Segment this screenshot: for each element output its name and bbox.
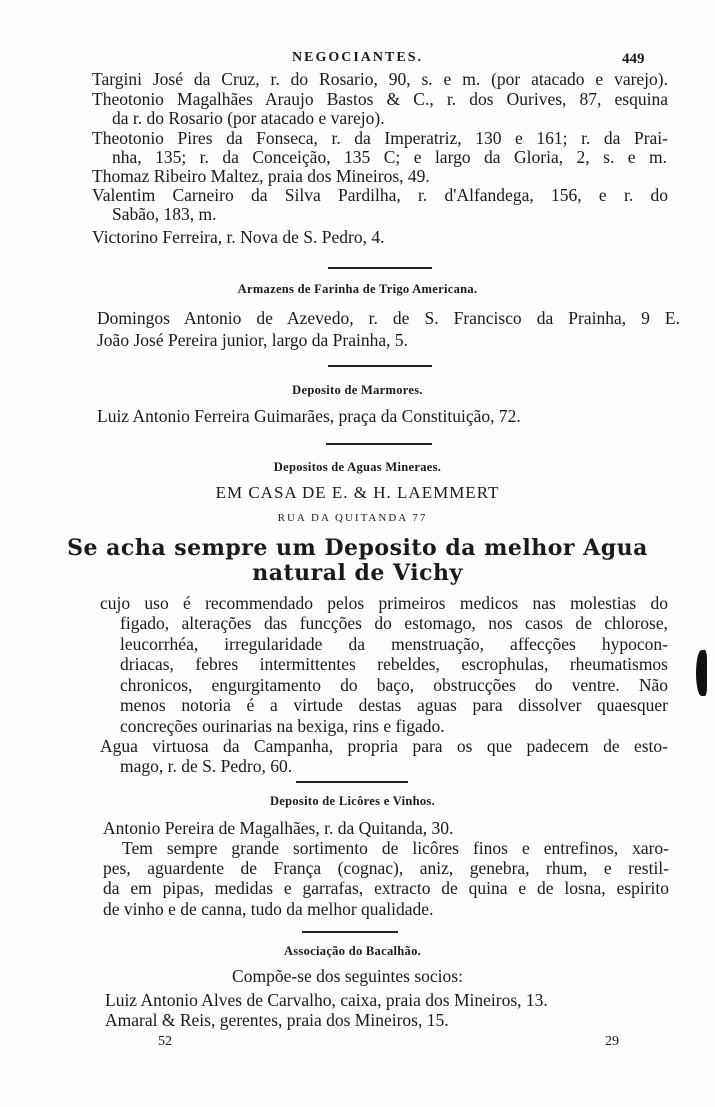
entry-line: Domingos Antonio de Azevedo, r. de S. Francisco da Prainha, 9 E. <box>97 308 680 328</box>
entry-line: da r. do Rosario (por atacado e varejo). <box>112 108 385 128</box>
advert-text-line: concreções ourinarias na bexiga, rins e figado. <box>120 716 445 736</box>
entry-text-line: pes, aguardente de França (cognac), aniz, genebra, rhum, e restil- <box>103 858 669 878</box>
entry-line: Luiz Antonio Ferreira Guimarães, praça da Constituição, 72. <box>97 406 521 426</box>
section-heading: Armazens de Farinha de Trigo Americana. <box>237 282 478 296</box>
ink-stain <box>696 650 707 696</box>
entry-line: Sabão, 183, m. <box>112 204 217 224</box>
sheet-number: 29 <box>605 1034 619 1049</box>
section-heading: Depositos de Aguas Mineraes. <box>273 460 442 474</box>
entry-text-line: de vinho e de canna, tudo da melhor qualidade. <box>103 899 434 919</box>
entry-text-line: da em pipas, medidas e garrafas, extracto de quina e de losna, espirito <box>103 878 669 898</box>
advert-firm: EM CASA DE E. & H. LAEMMERT <box>215 483 500 502</box>
entry-line: Valentim Carneiro da Silva Pardilha, r. d'Alfandega, 156, e r. do <box>92 185 668 205</box>
page-title: NEGOCIANTES. <box>292 50 423 65</box>
section-heading: Deposito de Marmores. <box>292 383 423 397</box>
entry-line: Thomaz Ribeiro Maltez, praia dos Mineiros, 49. <box>92 166 430 186</box>
advert-text-line: chronicos, engurgitamento do baço, obstrucções do ventre. Não <box>120 675 668 695</box>
section-intro: Compõe-se dos seguintes socios: <box>232 966 463 986</box>
section-divider <box>302 931 398 933</box>
entry-line: mago, r. de S. Pedro, 60. <box>120 756 293 776</box>
entry-line: Targini José da Cruz, r. do Rosario, 90, s. e m. (por atacado e varejo). <box>92 69 668 89</box>
advert-text-line: menos notoria é a virtude destas aguas para dissolver quaesquer <box>120 695 668 715</box>
entry-line: Amaral & Reis, gerentes, praia dos Mineiros, 15. <box>105 1010 449 1030</box>
advert-headline: Se acha sempre um Deposito da melhor Agua <box>67 535 648 561</box>
entry-line: Agua virtuosa da Campanha, propria para os que padecem de esto- <box>100 736 668 756</box>
advert-text-line: driacas, febres intermittentes rebeldes, escrophulas, rheumatismos <box>120 654 668 674</box>
entry-line: João José Pereira junior, largo da Prainha, 5. <box>97 330 408 350</box>
advert-text-line: leucorrhéa, irregularidade da menstruação, affecções hypocon- <box>120 634 668 654</box>
advert-text-line: cujo uso é recommendado pelos primeiros medicos nas molestias do <box>100 593 668 613</box>
entry-line: Theotonio Magalhães Araujo Bastos & C., r. dos Ourives, 87, esquina <box>92 89 668 109</box>
page-number: 449 <box>622 51 645 67</box>
entry-line: Luiz Antonio Alves de Carvalho, caixa, praia dos Mineiros, 13. <box>105 990 548 1010</box>
section-divider <box>296 781 408 783</box>
entry-text-line: Tem sempre grande sortimento de licôres finos e entrefinos, xaro- <box>122 838 669 858</box>
signature-mark: 52 <box>158 1034 172 1049</box>
section-divider <box>328 267 432 269</box>
entry-line: Theotonio Pires da Fonseca, r. da Imperatriz, 130 e 161; r. da Prai- <box>92 128 668 148</box>
entry-line: nha, 135; r. da Conceição, 135 C; e largo da Gloria, 2, s. e m. <box>112 147 667 167</box>
advert-address: RUA DA QUITANDA 77 <box>277 512 428 524</box>
entry-line: Victorino Ferreira, r. Nova de S. Pedro, 4. <box>92 227 385 247</box>
entry-line: Antonio Pereira de Magalhães, r. da Quitanda, 30. <box>103 818 454 838</box>
advert-headline: natural de Vichy <box>252 560 463 586</box>
section-heading: Associação do Bacalhão. <box>283 944 422 958</box>
advert-text-line: figado, alterações das funcções do estomago, nos casos de chlorose, <box>120 613 668 633</box>
section-divider <box>328 365 432 367</box>
section-heading: Deposito de Licôres e Vinhos. <box>269 794 436 808</box>
section-divider <box>326 443 432 445</box>
